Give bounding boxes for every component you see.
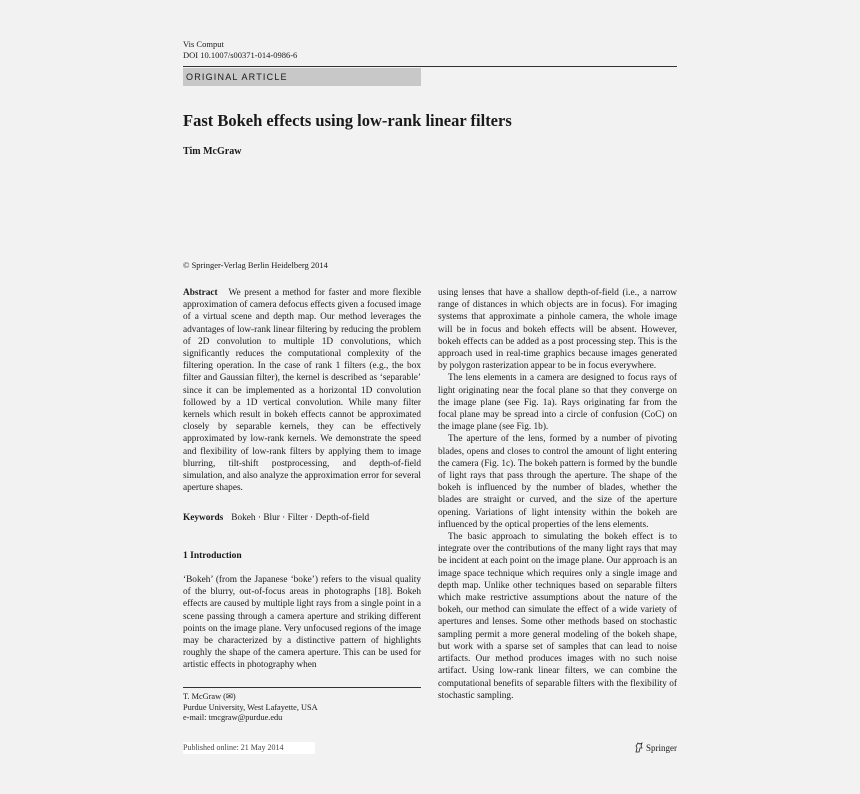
footnote-affiliation: Purdue University, West Lafayette, USA	[183, 702, 318, 712]
section-heading: 1 Introduction	[183, 551, 242, 561]
journal-header	[183, 39, 297, 61]
publisher-name: Springer	[646, 742, 677, 753]
header-rule	[183, 66, 677, 67]
right-column	[438, 287, 677, 702]
footnote-rule	[183, 687, 421, 688]
published-date: Published online: 21 May 2014	[183, 742, 315, 754]
keywords-text: Bokeh · Blur · Filter · Depth-of-field	[231, 513, 370, 523]
right-paragraph-3: The aperture of the lens, formed by a number of pivoting blades, opens and closes to control the amount of light entering the camera (Fig. 1c). The bokeh pattern is formed by the bundle of light rays that pass through the aperture. The shape of the bokeh is influenced by the number of blades, whether the blades are straight or curved, and the size of the aperture opening. Variations of light intensity within the bokeh are influenced by the optical properties of the lens elements.	[438, 434, 677, 530]
journal-name: Vis Comput	[183, 39, 224, 49]
keywords-label: Keywords	[183, 513, 224, 523]
springer-horse-icon	[634, 742, 644, 753]
right-paragraph-4: The basic approach to simulating the bokeh effect is to integrate over the contributions of the many light rays that may be incident at each point on the image plane. Our approach is an image space technique which requires only a single image and depth map. Unlike other techniques based on separable filters which make restrictive assumptions about the nature of the bokeh, our method can simulate the effect of a wide variety of apertures and lenses. Some other methods based on stochastic sampling permit a more general modeling of the bokeh shape, but work with a sparse set of samples that can lead to noise artifacts. Our method produces images with no such noise artifact. Using low-rank linear filters, we can combine the computational benefits of separable filters with the flexibility of stochastic sampling.	[438, 532, 677, 701]
copyright-line: © Springer-Verlag Berlin Heidelberg 2014	[183, 260, 328, 270]
article-type-badge: ORIGINAL ARTICLE	[183, 68, 421, 86]
footnote-author: T. McGraw (✉)	[183, 692, 236, 701]
intro-left-column	[183, 574, 421, 672]
right-paragraph-1: using lenses that have a shallow depth-of-field (i.e., a narrow range of distances in which objects are in focus). For imaging systems that approximate a pinhole camera, the whole image will be in focus and bokeh effects will be absent. However, bokeh effects can be added as a post processing step. This is the approach used in real-time graphics because images generated by polygon rasterization appear to be in focus everywhere.	[438, 288, 677, 372]
footnote	[183, 692, 421, 724]
paper-title: Fast Bokeh effects using low-rank linear filters	[183, 111, 512, 130]
abstract-label: Abstract	[183, 288, 218, 298]
abstract-text: We present a method for faster and more flexible approximation of camera defocus effects given a focused image of a virtual scene and depth map. Our method leverages the advantages of low-rank linear filtering by reducing the problem of 2D convolution to multiple 1D convolutions, which significantly reduces the computational complexity of the filtering operation. In the case of rank 1 filters (e.g., the box filter and Gaussian filter), the kernel is described as ‘separable’ since it can be implemented as a horizontal 1D convolution followed by a 1D vertical convolution. While many filter kernels which result in bokeh effects cannot be approximated closely by separable kernels, they can be effectively approximated by low-rank kernels. We demonstrate the speed and flexibility of low-rank filters by applying them to image blurring, tilt-shift postprocessing, and depth-of-field simulation, and also analyze the approximation error for several aperture shapes.	[183, 288, 421, 494]
doi: DOI 10.1007/s00371-014-0986-6	[183, 50, 298, 60]
abstract-block	[183, 287, 421, 494]
intro-paragraph: ‘Bokeh’ (from the Japanese ‘boke’) refers to the visual quality of the blurry, out-of-focus areas in photographs [18]. Bokeh effects are caused by multiple light rays from a single point in a scene passing through a camera aperture and striking different points on the image plane. Very unfocused regions of the image may be characterized by a distinctive pattern of highlights roughly the shape of the camera aperture. This can be used for artistic effects in photography when	[183, 575, 421, 671]
keywords-line	[183, 513, 421, 523]
publisher-logo	[634, 742, 677, 753]
footnote-email: e-mail: tmcgraw@purdue.edu	[183, 713, 283, 722]
author-name: Tim McGraw	[183, 146, 242, 157]
right-paragraph-2: The lens elements in a camera are designed to focus rays of light originating near the focal plane so that they converge on the image plane (see Fig. 1a). Rays originating far from the focal plane may be spread into a circle of confusion (CoC) on the image plane (see Fig. 1b).	[438, 373, 677, 433]
